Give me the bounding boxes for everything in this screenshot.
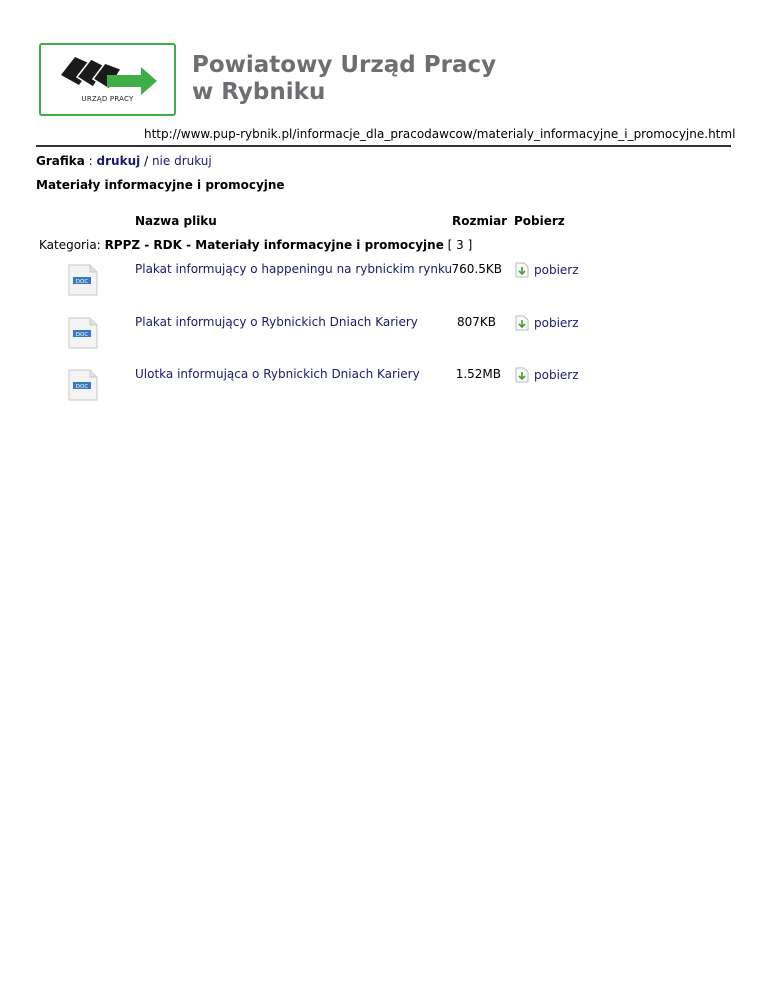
category-prefix: Kategoria: xyxy=(39,238,101,252)
logo xyxy=(39,43,176,116)
doc-file-icon[interactable] xyxy=(68,369,98,401)
graphics-separator: : xyxy=(88,154,93,168)
brand-title xyxy=(192,52,496,106)
print-on-link[interactable]: drukuj xyxy=(96,154,141,168)
table-row xyxy=(0,367,768,419)
download-icon xyxy=(514,315,530,331)
svg-text:DOC: DOC xyxy=(75,384,89,390)
column-header-name: Nazwa pliku xyxy=(135,214,217,228)
doc-file-icon[interactable] xyxy=(68,317,98,349)
logo-caption: URZĄD PRACY xyxy=(81,95,134,103)
doc-file-icon[interactable] xyxy=(68,264,98,296)
category-row xyxy=(39,238,472,252)
download-label: pobierz xyxy=(534,263,579,277)
download-label: pobierz xyxy=(534,316,579,330)
brand-line-2: w Rybniku xyxy=(192,79,326,105)
logo-cards-arrow-icon xyxy=(55,53,159,95)
svg-text:DOC: DOC xyxy=(75,332,89,338)
category-name: RPPZ - RDK - Materiały informacyjne i promocyjne xyxy=(104,238,444,252)
category-count: [ 3 ] xyxy=(447,238,473,252)
brand-line-1: Powiatowy Urząd Pracy xyxy=(192,52,497,78)
file-link[interactable]: Ulotka informująca o Rybnickich Dniach Kariery xyxy=(135,367,420,381)
file-link[interactable]: Plakat informujący o happeningu na rybnickim rynku xyxy=(135,262,453,276)
download-icon xyxy=(514,367,530,383)
file-size: 1.52MB xyxy=(455,367,501,381)
graphics-label: Grafika xyxy=(36,154,85,168)
column-header-download: Pobierz xyxy=(514,214,565,228)
graphics-slash: / xyxy=(144,154,149,168)
table-row xyxy=(0,262,768,314)
download-label: pobierz xyxy=(534,368,579,382)
graphics-toggle xyxy=(36,154,212,168)
svg-text:DOC: DOC xyxy=(75,279,89,285)
column-header-size: Rozmiar xyxy=(452,214,508,228)
file-size: 760.5KB xyxy=(451,262,502,276)
download-icon xyxy=(514,262,530,278)
table-row xyxy=(0,315,768,367)
file-size: 807KB xyxy=(456,315,496,329)
page-url: http://www.pup-rybnik.pl/informacje_dla_pracodawcow/materialy_informacyjne_i_promocyjne.html xyxy=(144,127,736,141)
file-link[interactable]: Plakat informujący o Rybnickich Dniach Kariery xyxy=(135,315,418,329)
print-off-link[interactable]: nie drukuj xyxy=(151,154,212,168)
page-title: Materiały informacyjne i promocyjne xyxy=(36,178,285,192)
download-link[interactable] xyxy=(514,262,579,278)
download-link[interactable] xyxy=(514,367,579,383)
header-divider xyxy=(36,145,731,147)
download-link[interactable] xyxy=(514,315,579,331)
